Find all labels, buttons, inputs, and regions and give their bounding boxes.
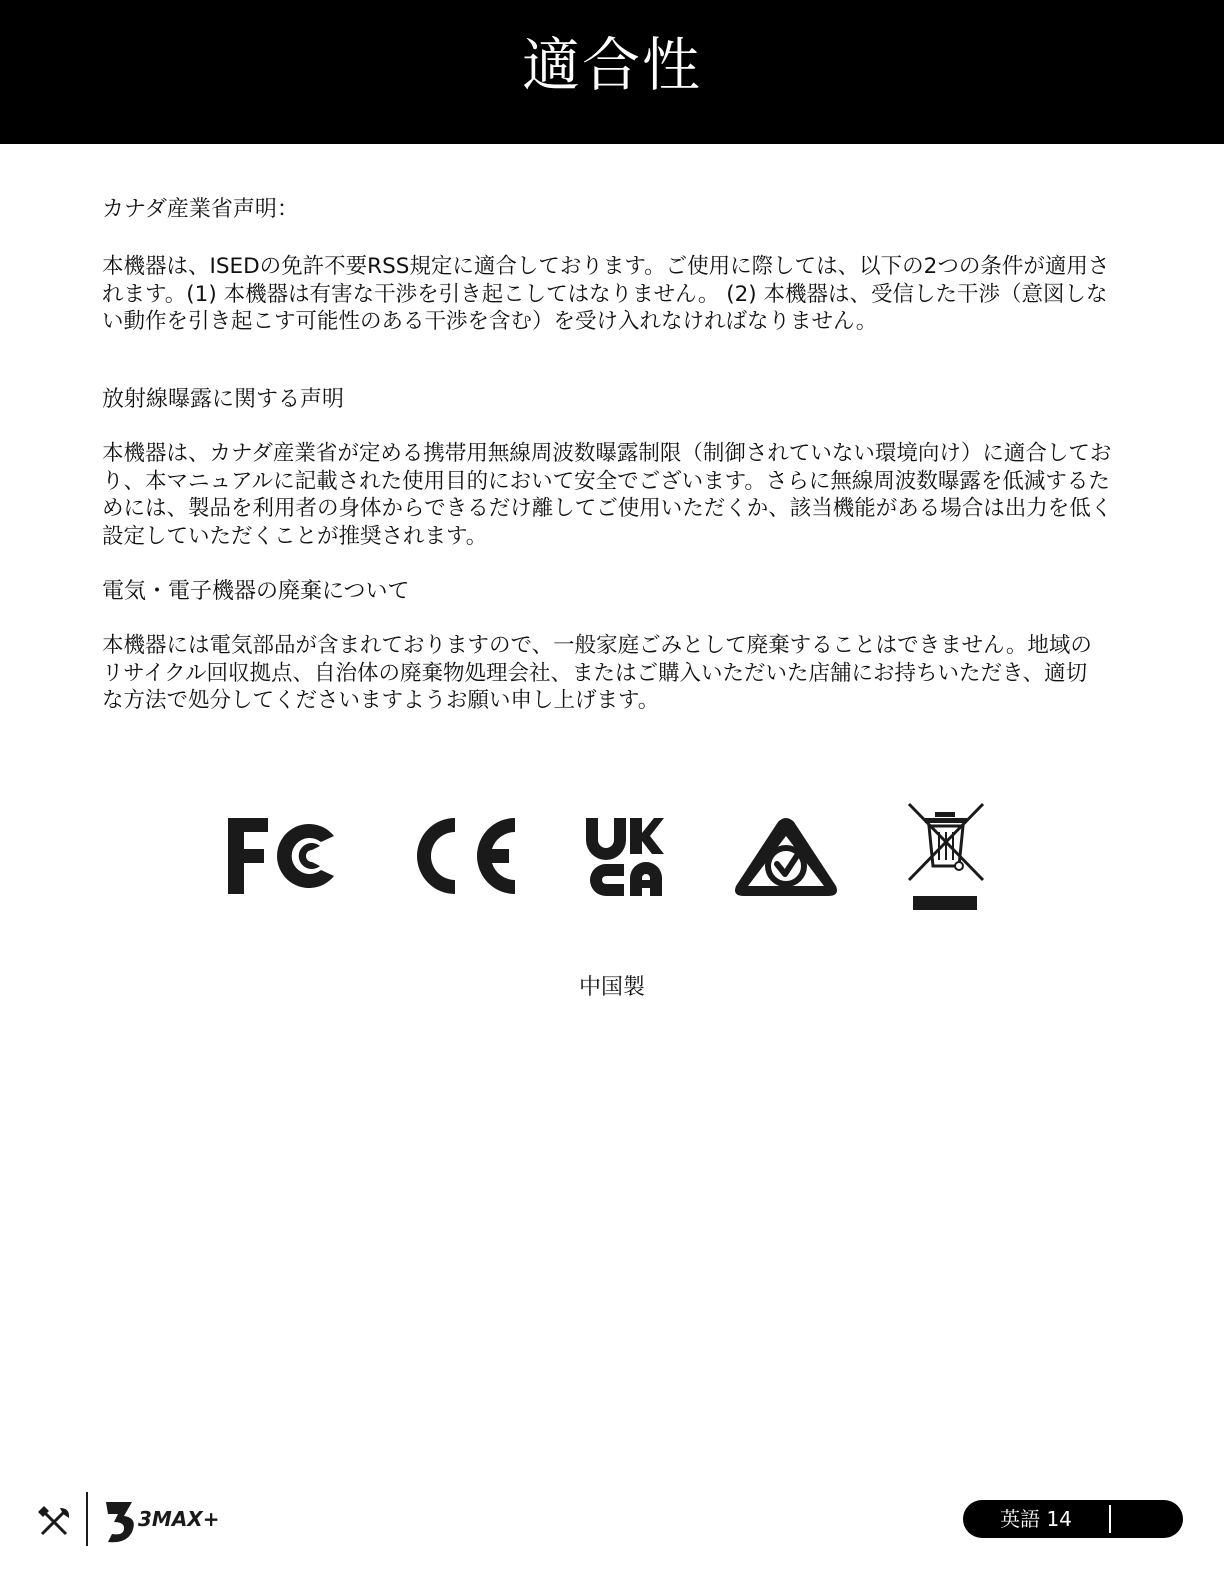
header-bar (0, 0, 1224, 144)
section-heading-disposal: 電気・電子機器の廃棄について (102, 579, 410, 604)
rcm-mark-icon (732, 816, 840, 898)
page-title: 適合性 (521, 31, 702, 99)
footer-logo (36, 1492, 236, 1548)
brand-logo (102, 1496, 232, 1546)
weee-bin-icon (905, 800, 987, 914)
brand-text: 3MAX+ (138, 1507, 220, 1531)
ce-mark-icon (405, 816, 519, 896)
page-number-label: 英語 14 (1000, 1507, 1072, 1531)
section-body-disposal: 本機器には電気部品が含まれておりますので、一般家庭ごみとして廃棄することはできません。地域のリサイクル回収拠点、自治体の廃棄物処理会社、またはご購入いただいた店舗にお持ちいただき、適切な方法で処分してくださいますようお願い申し上げます。 (102, 633, 1092, 713)
hammer-axe-icon (36, 1504, 72, 1540)
made-in-label: 中国製 (578, 975, 645, 1000)
section-heading-industry-canada: カナダ産業省声明： (102, 197, 299, 222)
section-body-radiation: 本機器は、カナダ産業省が定める携帯用無線周波数曝露制限（制御されていない環境向け）に適合しており、本マニュアルに記載された使用目的において安全でございます。さらに無線周波数曝露を低減するためには、製品を利用者の身体からできるだけ離してご使用いただくか、該当機能がある場合は出力を低く設定していただくことが推奨されます。 (102, 441, 1113, 549)
ukca-mark-icon (584, 816, 664, 898)
section-body-industry-canada: 本機器は、ISEDの免許不要RSS規定に適合しております。ご使用に際しては、以下の2つの条件が適用されます。(1) 本機器は有害な干渉を引き起こしてはなりません。 (2) 本機器は、受信した干渉（意図しない動作を引き起こす可能性のある干渉を含む）を受け入れなければなりません。 (102, 254, 1110, 334)
footer-divider (86, 1492, 88, 1546)
page-pill-divider (1109, 1505, 1111, 1533)
fcc-mark-icon (226, 816, 338, 896)
section-heading-radiation: 放射線曝露に関する声明 (102, 387, 345, 412)
certification-marks (0, 800, 1224, 920)
page-number-pill (963, 1500, 1183, 1538)
